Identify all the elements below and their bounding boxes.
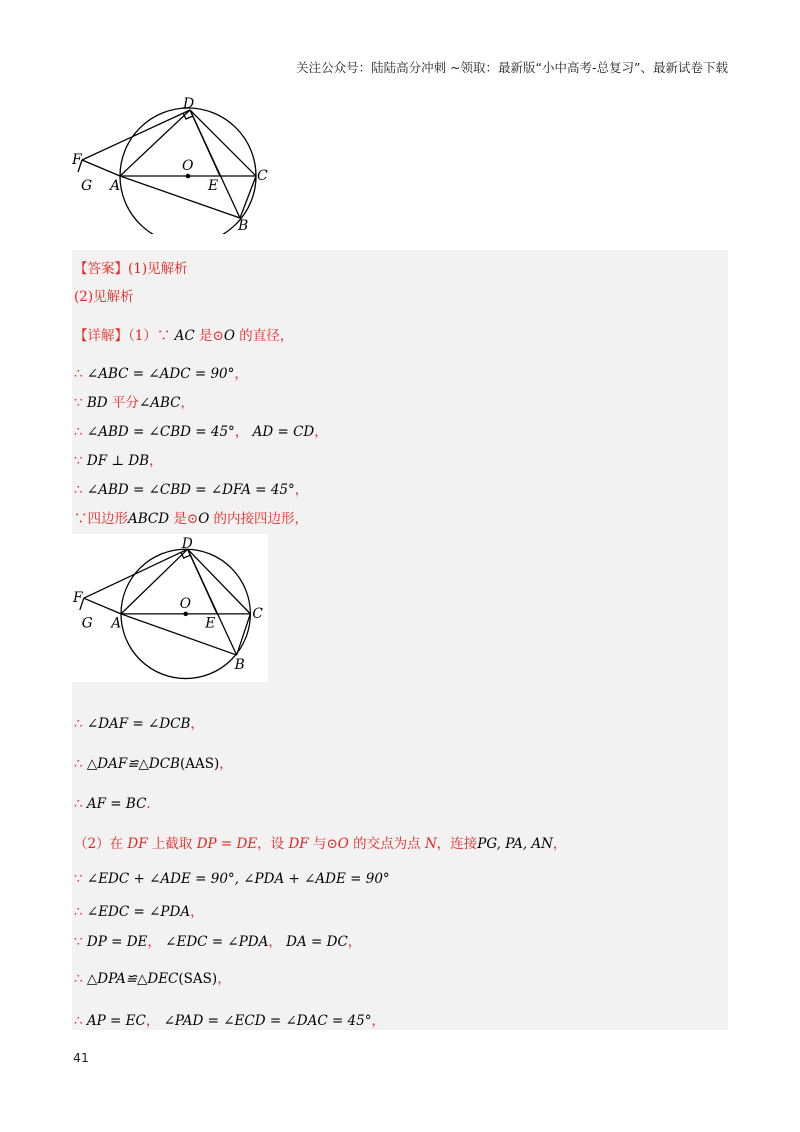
detail-line-4: ∴ ∠ABD = ∠CBD = 45°， AD = CD，: [74, 424, 328, 440]
detail-line-3: ∵ BD 平分∠ABC，: [74, 395, 194, 411]
page-number: 41: [73, 1050, 89, 1065]
label-f-2: F: [72, 590, 83, 607]
detail-line-7: ∵四边形ABCD 是⊙O 的内接四边形，: [74, 511, 309, 527]
detail-line-14: ∵ DP = DE， ∠EDC = ∠PDA， DA = DC，: [74, 934, 362, 950]
detail-line-15: ∴ △DPA≌△DEC(SAS)，: [74, 971, 231, 987]
label-e: E: [208, 178, 219, 194]
detail-line-8: ∴ ∠DAF = ∠DCB，: [74, 716, 204, 732]
label-d-2: D: [181, 536, 193, 553]
detail-line-16: ∴ AP = EC， ∠PAD = ∠ECD = ∠DAC = 45°，: [74, 1013, 385, 1029]
label-c-2: C: [252, 605, 263, 622]
detail-line-5: ∵ DF ⊥ DB，: [74, 453, 163, 469]
detail-line-2: ∴ ∠ABC = ∠ADC = 90°，: [74, 366, 248, 382]
label-g-2: G: [81, 615, 93, 632]
detail-line-13: ∴ ∠EDC = ∠PDA，: [74, 904, 204, 920]
detail-line-1: 【详解】（1）∵ AC 是⊙O 的直径，: [74, 328, 294, 344]
label-o: O: [182, 158, 194, 174]
answer-line-1: 【答案】(1)见解析: [74, 261, 188, 277]
label-a: A: [110, 178, 121, 194]
geometry-figure-top: [72, 94, 272, 234]
answer-line-2: (2)见解析: [74, 289, 134, 305]
label-d: D: [183, 96, 195, 112]
label-e-2: E: [205, 615, 216, 632]
label-b-2: B: [234, 656, 245, 673]
detail-line-12: ∵ ∠EDC + ∠ADE = 90°, ∠PDA + ∠ADE = 90°: [74, 871, 390, 887]
label-c: C: [257, 168, 268, 184]
page-header: 关注公众号：陆陆高分冲刺 ~领取：最新版“小中高考-总复习”、最新试卷下载: [296, 60, 728, 75]
label-o-2: O: [179, 596, 192, 612]
detail-line-9: ∴ △DAF≌△DCB(AAS)，: [74, 756, 233, 772]
detail-line-6: ∴ ∠ABD = ∠CBD = ∠DFA = 45°，: [74, 482, 309, 498]
label-b: B: [238, 218, 249, 234]
label-a-2: A: [111, 615, 122, 632]
detail-line-11: （2）在 DF 上截取 DP = DE，设 DF 与⊙O 的交点为点 N，连接PG, PA, AN，: [74, 836, 567, 852]
detail-line-10: ∴ AF = BC．: [74, 796, 160, 812]
label-g: G: [81, 178, 93, 194]
geometry-figure-detail: [72, 534, 268, 682]
label-f: F: [72, 152, 82, 168]
geometry-figure-detail-svg: [72, 534, 268, 682]
